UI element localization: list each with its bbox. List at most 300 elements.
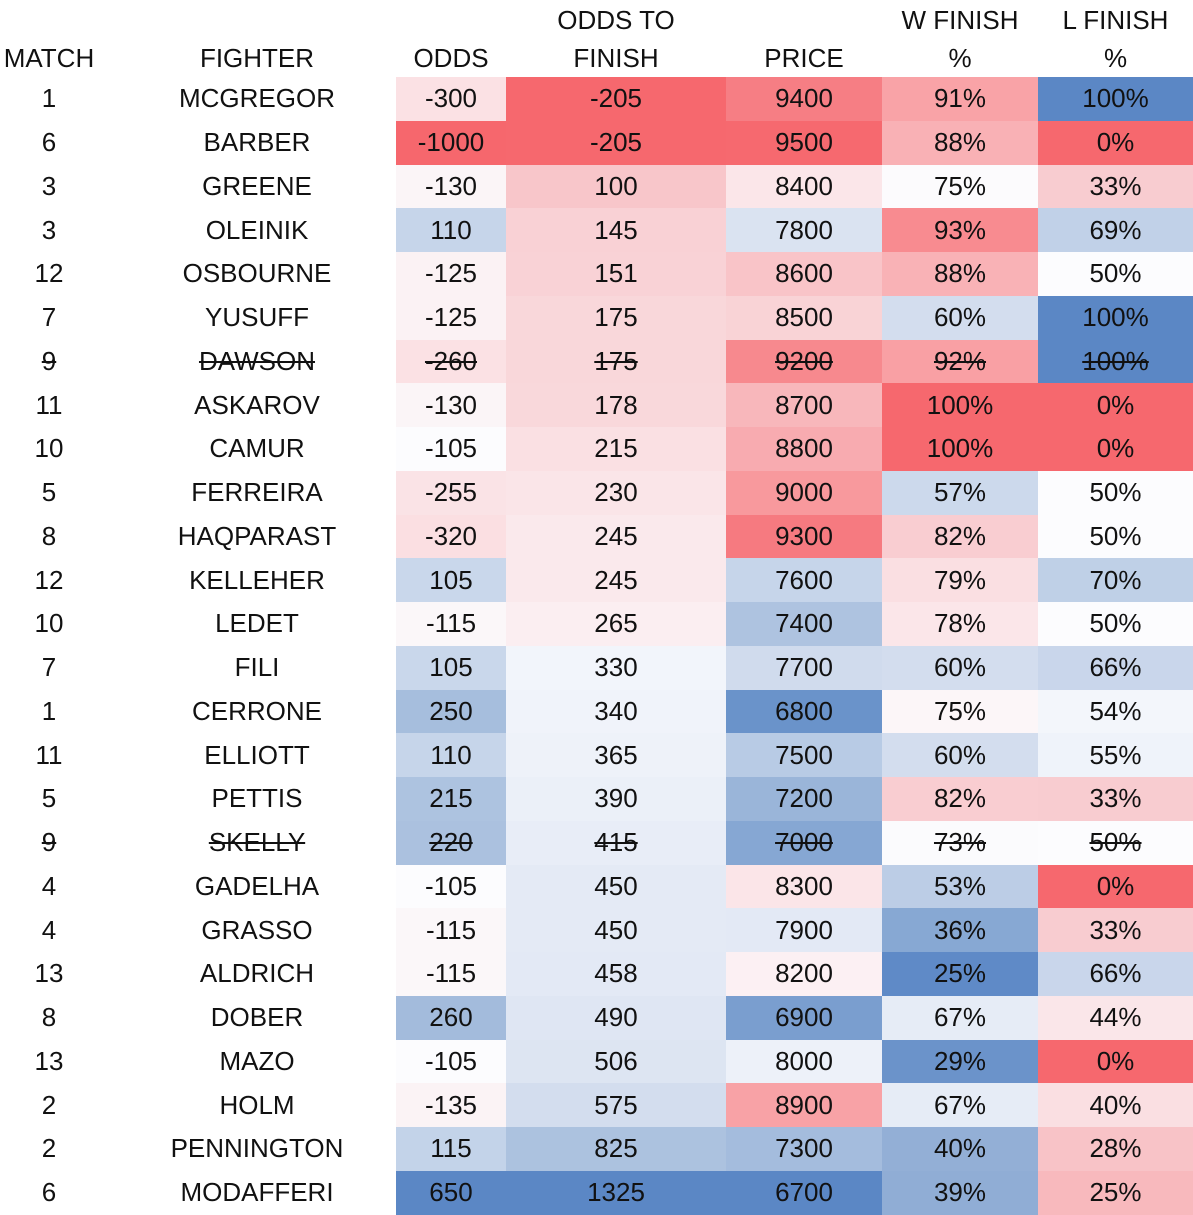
odds-cell[interactable] bbox=[396, 952, 506, 996]
match-cell-value: 13 bbox=[34, 1045, 64, 1076]
match-cell-value: 10 bbox=[34, 433, 64, 464]
l-finish-cell-value: 0% bbox=[1096, 870, 1135, 901]
fighter-cell[interactable] bbox=[98, 777, 416, 821]
w-finish-cell[interactable] bbox=[882, 777, 1038, 821]
match-cell-value: 4 bbox=[41, 870, 57, 901]
price-cell[interactable] bbox=[726, 602, 882, 646]
odds-cell[interactable] bbox=[396, 733, 506, 777]
w-finish-cell[interactable] bbox=[882, 908, 1038, 952]
fighter-cell[interactable] bbox=[98, 296, 416, 340]
l-finish-cell[interactable] bbox=[1038, 558, 1193, 602]
fighter-cell[interactable] bbox=[98, 733, 416, 777]
odds-cell[interactable] bbox=[396, 1083, 506, 1127]
odds-cell[interactable] bbox=[396, 1127, 506, 1171]
l-finish-cell[interactable] bbox=[1038, 296, 1193, 340]
l-finish-cell[interactable] bbox=[1038, 208, 1193, 252]
odds-to-finish-cell[interactable] bbox=[506, 952, 726, 996]
w-finish-cell[interactable] bbox=[882, 252, 1038, 296]
odds-cell-value: -115 bbox=[425, 958, 477, 989]
price-cell[interactable] bbox=[726, 340, 882, 384]
match-cell[interactable] bbox=[0, 908, 98, 952]
header-row bbox=[0, 0, 1193, 77]
odds-to-finish-cell[interactable] bbox=[506, 121, 726, 165]
w-finish-cell[interactable] bbox=[882, 1127, 1038, 1171]
w-finish-cell[interactable] bbox=[882, 515, 1038, 559]
l-finish-cell[interactable] bbox=[1038, 690, 1193, 734]
odds-to-finish-cell[interactable] bbox=[506, 777, 726, 821]
odds-to-finish-cell-value: 265 bbox=[594, 608, 638, 639]
table-row bbox=[0, 427, 1193, 471]
w-finish-cell-value: 100% bbox=[926, 389, 994, 420]
header-price[interactable] bbox=[726, 0, 882, 77]
odds-to-finish-cell[interactable] bbox=[506, 427, 726, 471]
odds-to-finish-cell[interactable] bbox=[506, 383, 726, 427]
l-finish-cell[interactable] bbox=[1038, 996, 1193, 1040]
table-row bbox=[0, 340, 1193, 384]
price-cell[interactable] bbox=[726, 690, 882, 734]
table-row bbox=[0, 1171, 1193, 1215]
price-cell-value: 8200 bbox=[775, 958, 833, 989]
odds-cell[interactable] bbox=[396, 165, 506, 209]
odds-to-finish-cell[interactable] bbox=[506, 1040, 726, 1084]
odds-to-finish-cell[interactable] bbox=[506, 908, 726, 952]
odds-to-finish-cell[interactable] bbox=[506, 1171, 726, 1215]
w-finish-cell-value: 79% bbox=[933, 564, 987, 595]
table-row bbox=[0, 690, 1193, 734]
w-finish-cell-value: 36% bbox=[933, 914, 987, 945]
fighter-cell-value: FERREIRA bbox=[191, 477, 323, 508]
odds-cell[interactable] bbox=[396, 515, 506, 559]
header-fighter[interactable] bbox=[98, 0, 416, 77]
table-row bbox=[0, 952, 1193, 996]
w-finish-cell-value: 88% bbox=[933, 258, 987, 289]
fighter-cell[interactable] bbox=[98, 515, 416, 559]
match-cell[interactable] bbox=[0, 952, 98, 996]
header-w-finish[interactable] bbox=[882, 0, 1038, 77]
l-finish-cell[interactable] bbox=[1038, 1083, 1193, 1127]
odds-cell[interactable] bbox=[396, 296, 506, 340]
l-finish-cell[interactable] bbox=[1038, 340, 1193, 384]
odds-cell-value: -105 bbox=[424, 1045, 478, 1076]
l-finish-cell[interactable] bbox=[1038, 1040, 1193, 1084]
price-cell[interactable] bbox=[726, 646, 882, 690]
price-cell[interactable] bbox=[726, 471, 882, 515]
l-finish-cell-value: 50% bbox=[1089, 258, 1142, 289]
price-cell[interactable] bbox=[726, 515, 882, 559]
odds-cell[interactable] bbox=[396, 558, 506, 602]
table-row bbox=[0, 165, 1193, 209]
odds-cell[interactable] bbox=[396, 121, 506, 165]
fighter-cell[interactable] bbox=[98, 121, 416, 165]
l-finish-cell[interactable] bbox=[1038, 865, 1193, 909]
l-finish-cell[interactable] bbox=[1038, 646, 1193, 690]
l-finish-cell[interactable] bbox=[1038, 908, 1193, 952]
price-cell-value: 8500 bbox=[775, 302, 833, 333]
l-finish-cell-value: 70% bbox=[1089, 564, 1142, 595]
l-finish-cell[interactable] bbox=[1038, 1127, 1193, 1171]
price-cell[interactable] bbox=[726, 996, 882, 1040]
odds-to-finish-cell[interactable] bbox=[506, 165, 726, 209]
price-cell[interactable] bbox=[726, 558, 882, 602]
match-cell[interactable] bbox=[0, 252, 98, 296]
odds-cell[interactable] bbox=[396, 646, 506, 690]
odds-cell-value: -105 bbox=[424, 433, 478, 464]
odds-cell-value: -300 bbox=[424, 83, 478, 114]
table-row bbox=[0, 777, 1193, 821]
fighter-cell[interactable] bbox=[98, 996, 416, 1040]
l-finish-cell[interactable] bbox=[1038, 515, 1193, 559]
match-cell[interactable] bbox=[0, 865, 98, 909]
odds-cell-value: -115 bbox=[425, 914, 477, 945]
l-finish-cell[interactable] bbox=[1038, 383, 1193, 427]
price-cell-value: 7900 bbox=[775, 914, 833, 945]
l-finish-cell-value: 33% bbox=[1089, 783, 1142, 814]
odds-to-finish-cell-value: 330 bbox=[594, 652, 638, 683]
w-finish-cell[interactable] bbox=[882, 690, 1038, 734]
fighter-cell[interactable] bbox=[98, 471, 416, 515]
price-cell-value: 7800 bbox=[775, 214, 833, 245]
price-cell-value: 9200 bbox=[775, 345, 833, 376]
l-finish-cell[interactable] bbox=[1038, 1171, 1193, 1215]
odds-cell-value: 215 bbox=[429, 783, 473, 814]
price-cell-value: 6700 bbox=[775, 1177, 833, 1208]
price-cell-value: 8800 bbox=[775, 433, 833, 464]
odds-cell[interactable] bbox=[396, 996, 506, 1040]
odds-to-finish-cell-value: 100 bbox=[594, 170, 638, 201]
match-cell-value: 1 bbox=[41, 695, 57, 726]
odds-cell[interactable] bbox=[396, 865, 506, 909]
l-finish-cell-value: 55% bbox=[1089, 739, 1142, 770]
odds-cell[interactable] bbox=[396, 908, 506, 952]
price-cell-value: 8000 bbox=[775, 1045, 833, 1076]
table-row bbox=[0, 1040, 1193, 1084]
w-finish-cell-value: 57% bbox=[933, 477, 987, 508]
odds-to-finish-cell[interactable] bbox=[506, 252, 726, 296]
odds-to-finish-cell[interactable] bbox=[506, 865, 726, 909]
w-finish-cell[interactable] bbox=[882, 471, 1038, 515]
w-finish-cell-value: 67% bbox=[933, 1002, 987, 1033]
match-cell[interactable] bbox=[0, 996, 98, 1040]
price-cell[interactable] bbox=[726, 1040, 882, 1084]
fighter-cell[interactable] bbox=[98, 1040, 416, 1084]
price-cell-value: 6800 bbox=[775, 695, 833, 726]
odds-to-finish-cell-value: 178 bbox=[594, 389, 638, 420]
odds-cell[interactable] bbox=[396, 602, 506, 646]
match-cell-value: 13 bbox=[34, 958, 64, 989]
odds-cell[interactable] bbox=[396, 690, 506, 734]
fighter-cell[interactable] bbox=[98, 865, 416, 909]
w-finish-cell[interactable] bbox=[882, 208, 1038, 252]
price-cell-value: 9000 bbox=[775, 477, 833, 508]
odds-cell[interactable] bbox=[396, 77, 506, 121]
fighter-cell[interactable] bbox=[98, 952, 416, 996]
price-cell-value: 7200 bbox=[775, 783, 833, 814]
table-row bbox=[0, 996, 1193, 1040]
odds-cell[interactable] bbox=[396, 1171, 506, 1215]
price-cell[interactable] bbox=[726, 865, 882, 909]
fighter-cell-value: SKELLY bbox=[208, 827, 306, 858]
price-cell-value: 7400 bbox=[775, 608, 833, 639]
header-l-finish[interactable] bbox=[1038, 0, 1193, 77]
fighter-cell-value: GREENE bbox=[202, 170, 312, 201]
odds-cell[interactable] bbox=[396, 777, 506, 821]
odds-cell-value: 260 bbox=[429, 1002, 473, 1033]
w-finish-cell[interactable] bbox=[882, 952, 1038, 996]
match-cell-value: 2 bbox=[41, 1089, 57, 1120]
price-cell-value: 7500 bbox=[775, 739, 833, 770]
l-finish-cell[interactable] bbox=[1038, 952, 1193, 996]
w-finish-cell[interactable] bbox=[882, 340, 1038, 384]
odds-to-finish-cell[interactable] bbox=[506, 515, 726, 559]
match-cell[interactable] bbox=[0, 208, 98, 252]
w-finish-cell-value: 91% bbox=[933, 83, 987, 114]
odds-cell-value: 650 bbox=[429, 1177, 473, 1208]
w-finish-cell-value: 93% bbox=[933, 214, 987, 245]
l-finish-cell[interactable] bbox=[1038, 777, 1193, 821]
match-cell-value: 11 bbox=[35, 739, 63, 770]
odds-to-finish-cell-value: 390 bbox=[594, 783, 638, 814]
match-cell-value: 3 bbox=[41, 214, 57, 245]
header-label-line: PRICE bbox=[764, 43, 844, 73]
w-finish-cell-value: 92% bbox=[933, 345, 987, 376]
fighter-cell-value: FILI bbox=[234, 652, 280, 683]
header-odds[interactable] bbox=[396, 0, 506, 77]
price-cell[interactable] bbox=[726, 165, 882, 209]
match-cell[interactable] bbox=[0, 558, 98, 602]
odds-cell-value: 220 bbox=[429, 827, 473, 858]
price-cell[interactable] bbox=[726, 821, 882, 865]
odds-to-finish-cell-value: 450 bbox=[594, 914, 638, 945]
fighter-cell[interactable] bbox=[98, 908, 416, 952]
fighter-cell-value: ASKAROV bbox=[194, 389, 320, 420]
w-finish-cell[interactable] bbox=[882, 865, 1038, 909]
match-cell[interactable] bbox=[0, 383, 98, 427]
odds-to-finish-cell[interactable] bbox=[506, 733, 726, 777]
header-label-line: % bbox=[948, 43, 972, 73]
odds-to-finish-cell[interactable] bbox=[506, 558, 726, 602]
table-row bbox=[0, 296, 1193, 340]
w-finish-cell[interactable] bbox=[882, 558, 1038, 602]
w-finish-cell[interactable] bbox=[882, 646, 1038, 690]
odds-to-finish-cell[interactable] bbox=[506, 996, 726, 1040]
w-finish-cell[interactable] bbox=[882, 821, 1038, 865]
price-cell[interactable] bbox=[726, 252, 882, 296]
match-cell-value: 2 bbox=[41, 1133, 57, 1164]
w-finish-cell[interactable] bbox=[882, 996, 1038, 1040]
fighter-cell[interactable] bbox=[98, 383, 416, 427]
match-cell[interactable] bbox=[0, 690, 98, 734]
odds-to-finish-cell-value: 450 bbox=[594, 870, 638, 901]
match-cell[interactable] bbox=[0, 165, 98, 209]
w-finish-cell-value: 29% bbox=[933, 1045, 987, 1076]
table-row bbox=[0, 471, 1193, 515]
match-cell[interactable] bbox=[0, 1127, 98, 1171]
match-cell[interactable] bbox=[0, 77, 98, 121]
table-row bbox=[0, 515, 1193, 559]
w-finish-cell[interactable] bbox=[882, 1083, 1038, 1127]
odds-to-finish-cell[interactable] bbox=[506, 471, 726, 515]
odds-cell-value: -135 bbox=[424, 1089, 478, 1120]
table-row bbox=[0, 908, 1193, 952]
table-row bbox=[0, 646, 1193, 690]
fighter-cell[interactable] bbox=[98, 252, 416, 296]
table-row bbox=[0, 558, 1193, 602]
odds-to-finish-cell-value: 825 bbox=[594, 1133, 638, 1164]
w-finish-cell-value: 60% bbox=[933, 739, 987, 770]
l-finish-cell-value: 0% bbox=[1096, 1045, 1135, 1076]
w-finish-cell[interactable] bbox=[882, 296, 1038, 340]
price-cell[interactable] bbox=[726, 296, 882, 340]
w-finish-cell[interactable] bbox=[882, 121, 1038, 165]
odds-to-finish-cell[interactable] bbox=[506, 1083, 726, 1127]
odds-to-finish-cell[interactable] bbox=[506, 690, 726, 734]
price-cell[interactable] bbox=[726, 77, 882, 121]
fighter-cell[interactable] bbox=[98, 165, 416, 209]
l-finish-cell[interactable] bbox=[1038, 733, 1193, 777]
fighter-cell-value: YUSUFF bbox=[205, 302, 309, 333]
w-finish-cell-value: 78% bbox=[933, 608, 987, 639]
w-finish-cell[interactable] bbox=[882, 77, 1038, 121]
match-cell[interactable] bbox=[0, 646, 98, 690]
fighter-cell-value: CERRONE bbox=[191, 695, 322, 726]
fighter-cell[interactable] bbox=[98, 340, 416, 384]
header-odds-to-finish[interactable] bbox=[506, 0, 726, 77]
l-finish-cell[interactable] bbox=[1038, 252, 1193, 296]
match-cell-value: 8 bbox=[41, 520, 57, 551]
fighter-cell-value: ALDRICH bbox=[199, 958, 315, 989]
price-cell[interactable] bbox=[726, 1171, 882, 1215]
odds-cell[interactable] bbox=[396, 340, 506, 384]
w-finish-cell[interactable] bbox=[882, 1040, 1038, 1084]
fighter-cell[interactable] bbox=[98, 77, 416, 121]
odds-to-finish-cell[interactable] bbox=[506, 77, 726, 121]
odds-to-finish-cell[interactable] bbox=[506, 821, 726, 865]
fighter-cell[interactable] bbox=[98, 1083, 416, 1127]
w-finish-cell[interactable] bbox=[882, 1171, 1038, 1215]
odds-cell[interactable] bbox=[396, 1040, 506, 1084]
fighter-cell-value: OLEINIK bbox=[205, 214, 309, 245]
w-finish-cell[interactable] bbox=[882, 165, 1038, 209]
match-cell-value: 11 bbox=[35, 389, 63, 420]
match-cell[interactable] bbox=[0, 602, 98, 646]
odds-to-finish-cell[interactable] bbox=[506, 602, 726, 646]
price-cell-value: 8300 bbox=[775, 870, 833, 901]
l-finish-cell-value: 28% bbox=[1089, 1133, 1142, 1164]
l-finish-cell[interactable] bbox=[1038, 471, 1193, 515]
w-finish-cell[interactable] bbox=[882, 427, 1038, 471]
price-cell[interactable] bbox=[726, 952, 882, 996]
match-cell[interactable] bbox=[0, 1083, 98, 1127]
price-cell-value: 8400 bbox=[775, 170, 833, 201]
price-cell-value: 7300 bbox=[775, 1133, 833, 1164]
odds-cell-value: 115 bbox=[430, 1133, 472, 1164]
l-finish-cell-value: 50% bbox=[1089, 827, 1142, 858]
fighter-cell[interactable] bbox=[98, 427, 416, 471]
odds-cell[interactable] bbox=[396, 383, 506, 427]
match-cell[interactable] bbox=[0, 777, 98, 821]
odds-to-finish-cell-value: -205 bbox=[589, 127, 643, 158]
fighter-cell-value: GADELHA bbox=[194, 870, 320, 901]
w-finish-cell[interactable] bbox=[882, 602, 1038, 646]
odds-to-finish-cell[interactable] bbox=[506, 208, 726, 252]
odds-cell[interactable] bbox=[396, 471, 506, 515]
match-cell[interactable] bbox=[0, 1171, 98, 1215]
w-finish-cell-value: 82% bbox=[933, 783, 987, 814]
w-finish-cell[interactable] bbox=[882, 383, 1038, 427]
price-cell[interactable] bbox=[726, 1083, 882, 1127]
odds-cell-value: 105 bbox=[429, 564, 473, 595]
odds-to-finish-cell-value: -205 bbox=[589, 83, 643, 114]
l-finish-cell[interactable] bbox=[1038, 427, 1193, 471]
table-row bbox=[0, 821, 1193, 865]
match-cell[interactable] bbox=[0, 121, 98, 165]
price-cell[interactable] bbox=[726, 908, 882, 952]
match-cell[interactable] bbox=[0, 733, 98, 777]
match-cell[interactable] bbox=[0, 471, 98, 515]
header-label-line: ODDS TO bbox=[557, 5, 675, 35]
fighter-cell[interactable] bbox=[98, 821, 416, 865]
match-cell-value: 10 bbox=[34, 608, 64, 639]
odds-cell[interactable] bbox=[396, 821, 506, 865]
w-finish-cell-value: 60% bbox=[933, 302, 987, 333]
l-finish-cell[interactable] bbox=[1038, 602, 1193, 646]
l-finish-cell[interactable] bbox=[1038, 77, 1193, 121]
l-finish-cell[interactable] bbox=[1038, 121, 1193, 165]
price-cell[interactable] bbox=[726, 121, 882, 165]
match-cell[interactable] bbox=[0, 1040, 98, 1084]
odds-cell[interactable] bbox=[396, 427, 506, 471]
fighter-cell[interactable] bbox=[98, 690, 416, 734]
header-match[interactable] bbox=[0, 0, 98, 77]
fighter-cell[interactable] bbox=[98, 602, 416, 646]
match-cell[interactable] bbox=[0, 821, 98, 865]
price-cell[interactable] bbox=[726, 383, 882, 427]
odds-cell[interactable] bbox=[396, 208, 506, 252]
match-cell[interactable] bbox=[0, 427, 98, 471]
odds-to-finish-cell[interactable] bbox=[506, 296, 726, 340]
w-finish-cell[interactable] bbox=[882, 733, 1038, 777]
fighter-cell[interactable] bbox=[98, 646, 416, 690]
price-cell-value: 9300 bbox=[775, 520, 833, 551]
match-cell-value: 9 bbox=[41, 827, 57, 858]
match-cell-value: 9 bbox=[41, 345, 57, 376]
price-cell[interactable] bbox=[726, 733, 882, 777]
l-finish-cell[interactable] bbox=[1038, 821, 1193, 865]
odds-to-finish-cell-value: 175 bbox=[594, 302, 638, 333]
price-cell[interactable] bbox=[726, 208, 882, 252]
odds-cell[interactable] bbox=[396, 252, 506, 296]
l-finish-cell-value: 50% bbox=[1089, 477, 1142, 508]
fighter-cell[interactable] bbox=[98, 558, 416, 602]
fighter-cell[interactable] bbox=[98, 1171, 416, 1215]
fighter-cell-value: DAWSON bbox=[198, 345, 316, 376]
price-cell[interactable] bbox=[726, 777, 882, 821]
l-finish-cell-value: 44% bbox=[1089, 1002, 1142, 1033]
match-cell[interactable] bbox=[0, 296, 98, 340]
fighter-cell[interactable] bbox=[98, 1127, 416, 1171]
odds-to-finish-cell[interactable] bbox=[506, 340, 726, 384]
price-cell[interactable] bbox=[726, 1127, 882, 1171]
price-cell[interactable] bbox=[726, 427, 882, 471]
match-cell[interactable] bbox=[0, 515, 98, 559]
match-cell[interactable] bbox=[0, 340, 98, 384]
odds-to-finish-cell[interactable] bbox=[506, 1127, 726, 1171]
price-cell-value: 8700 bbox=[775, 389, 833, 420]
odds-to-finish-cell[interactable] bbox=[506, 646, 726, 690]
l-finish-cell[interactable] bbox=[1038, 165, 1193, 209]
table-row bbox=[0, 208, 1193, 252]
fighter-cell[interactable] bbox=[98, 208, 416, 252]
